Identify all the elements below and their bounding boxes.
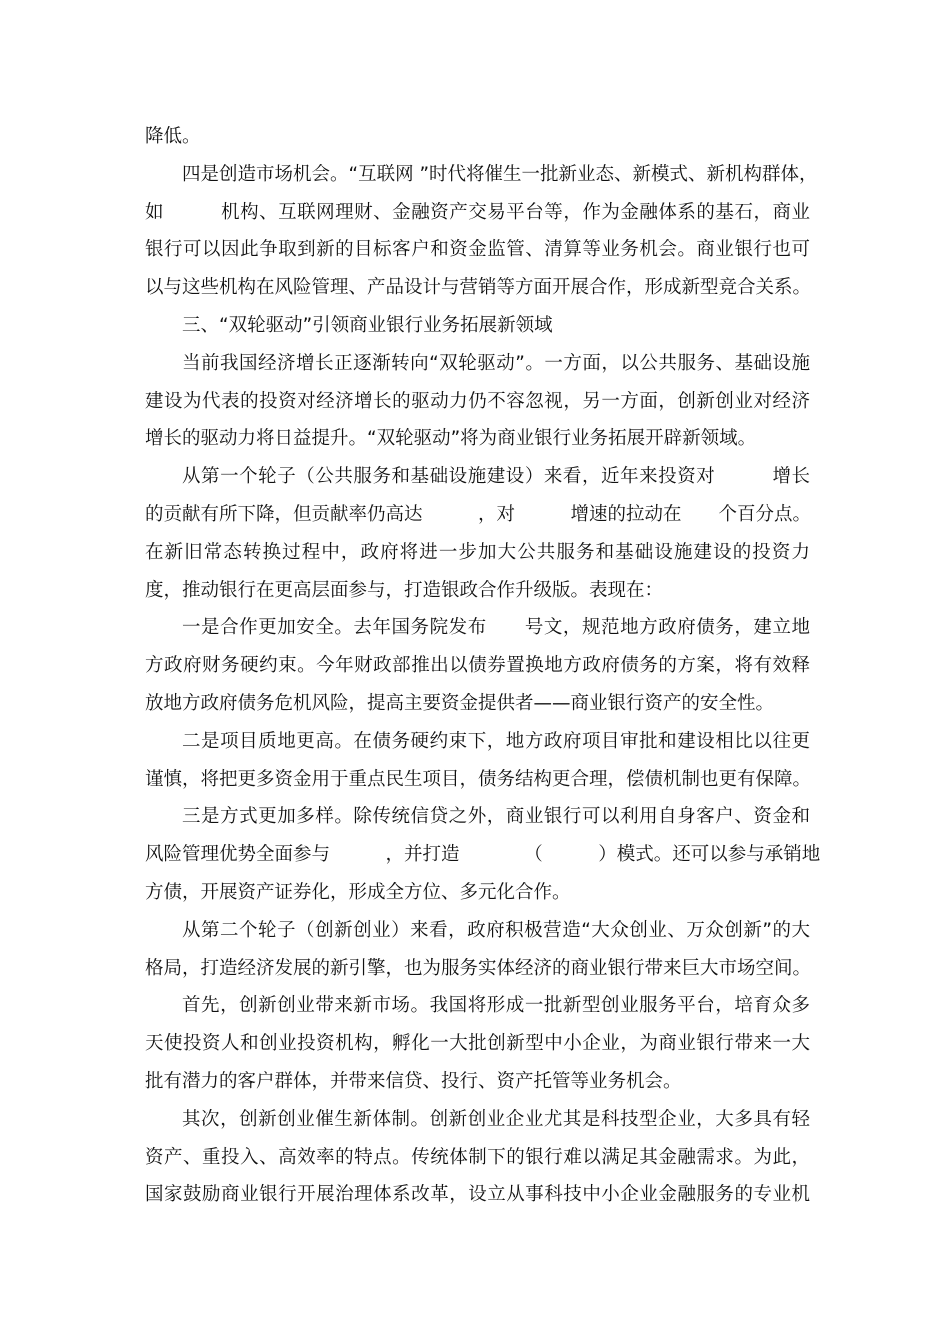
text-line: 批有潜力的客户群体，并带来信贷、投行、资产托管等业务机会。	[145, 1070, 682, 1092]
text-line: 风险管理优势全面参与 ，并打造 （ ）模式。还可以参与承销地	[145, 844, 821, 866]
text-line: 国家鼓励商业银行开展治理体系改革，设立从事科技中小企业金融服务的专业机	[145, 1184, 811, 1206]
text-line: 从第二个轮子（创新创业）来看，政府积极营造“大众创业、万众创新”的大	[182, 919, 811, 941]
text-line: 首先，创新创业带来新市场。我国将形成一批新型创业服务平台，培育众多	[182, 995, 811, 1017]
text-line: 三、“双轮驱动”引领商业银行业务拓展新领域	[182, 314, 553, 336]
text-line: 在新旧常态转换过程中，政府将进一步加大公共服务和基础设施建设的投资力	[145, 541, 812, 563]
text-line: 降低。	[145, 126, 201, 147]
text-line: 当前我国经济增长正逐渐转向“双轮驱动”。一方面，以公共服务、基础设施	[182, 352, 811, 374]
text-line: 方债，开展资产证券化，形成全方位、多元化合作。	[145, 881, 571, 903]
text-line: 以与这些机构在风险管理、产品设计与营销等方面开展合作，形成新型竞合关系。	[145, 277, 812, 299]
text-line: 二是项目质地更高。在债务硬约束下，地方政府项目审批和建设相比以往更	[182, 730, 811, 752]
text-line: 格局，打造经济发展的新引擎，也为服务实体经济的商业银行带来巨大市场空间。	[145, 957, 812, 979]
body-text	[145, 118, 821, 1214]
text-line: 增长的驱动力将日益提升。“双轮驱动”将为商业银行业务拓展开辟新领域。	[145, 428, 757, 450]
text-line: 从第一个轮子（公共服务和基础设施建设）来看，近年来投资对 增长	[182, 466, 811, 488]
text-line: 建设为代表的投资对经济增长的驱动力仍不容忽视，另一方面，创新创业对经济	[145, 390, 811, 412]
text-line: 其次，创新创业催生新体制。创新创业企业尤其是科技型企业，大多具有轻	[182, 1108, 811, 1130]
text-line: 如 机构、互联网理财、金融资产交易平台等，作为金融体系的基石，商业	[145, 201, 811, 223]
text-line: 天使投资人和创业投资机构，孵化一大批创新型中小企业，为商业银行带来一大	[145, 1033, 811, 1055]
text-line: 度，推动银行在更高层面参与，打造银政合作升级版。表现在：	[145, 579, 664, 601]
text-line: 放地方政府债务危机风险，提高主要资金提供者——商业银行资产的安全性。	[145, 692, 775, 714]
text-line: 资产、重投入、高效率的特点。传统体制下的银行难以满足其金融需求。为此，	[145, 1146, 811, 1168]
text-line: 谨慎，将把更多资金用于重点民生项目，债务结构更合理，偿债机制也更有保障。	[145, 768, 812, 790]
text-line: 一是合作更加安全。去年国务院发布 号文，规范地方政府债务，建立地	[182, 617, 811, 639]
text-line: 三是方式更加多样。除传统信贷之外，商业银行可以利用自身客户、资金和	[182, 806, 811, 828]
text-line: 方政府财务硬约束。今年财政部推出以债券置换地方政府债务的方案，将有效释	[145, 655, 811, 677]
text-line: 的贡献有所下降，但贡献率仍高达 ，对 增速的拉动在 个百分点。	[145, 503, 812, 525]
text-line: 银行可以因此争取到新的目标客户和资金监管、清算等业务机会。商业银行也可	[145, 239, 811, 261]
text-line: 四是创造市场机会。“互联网 ”时代将催生一批新业态、新模式、新机构群体，	[182, 163, 818, 185]
